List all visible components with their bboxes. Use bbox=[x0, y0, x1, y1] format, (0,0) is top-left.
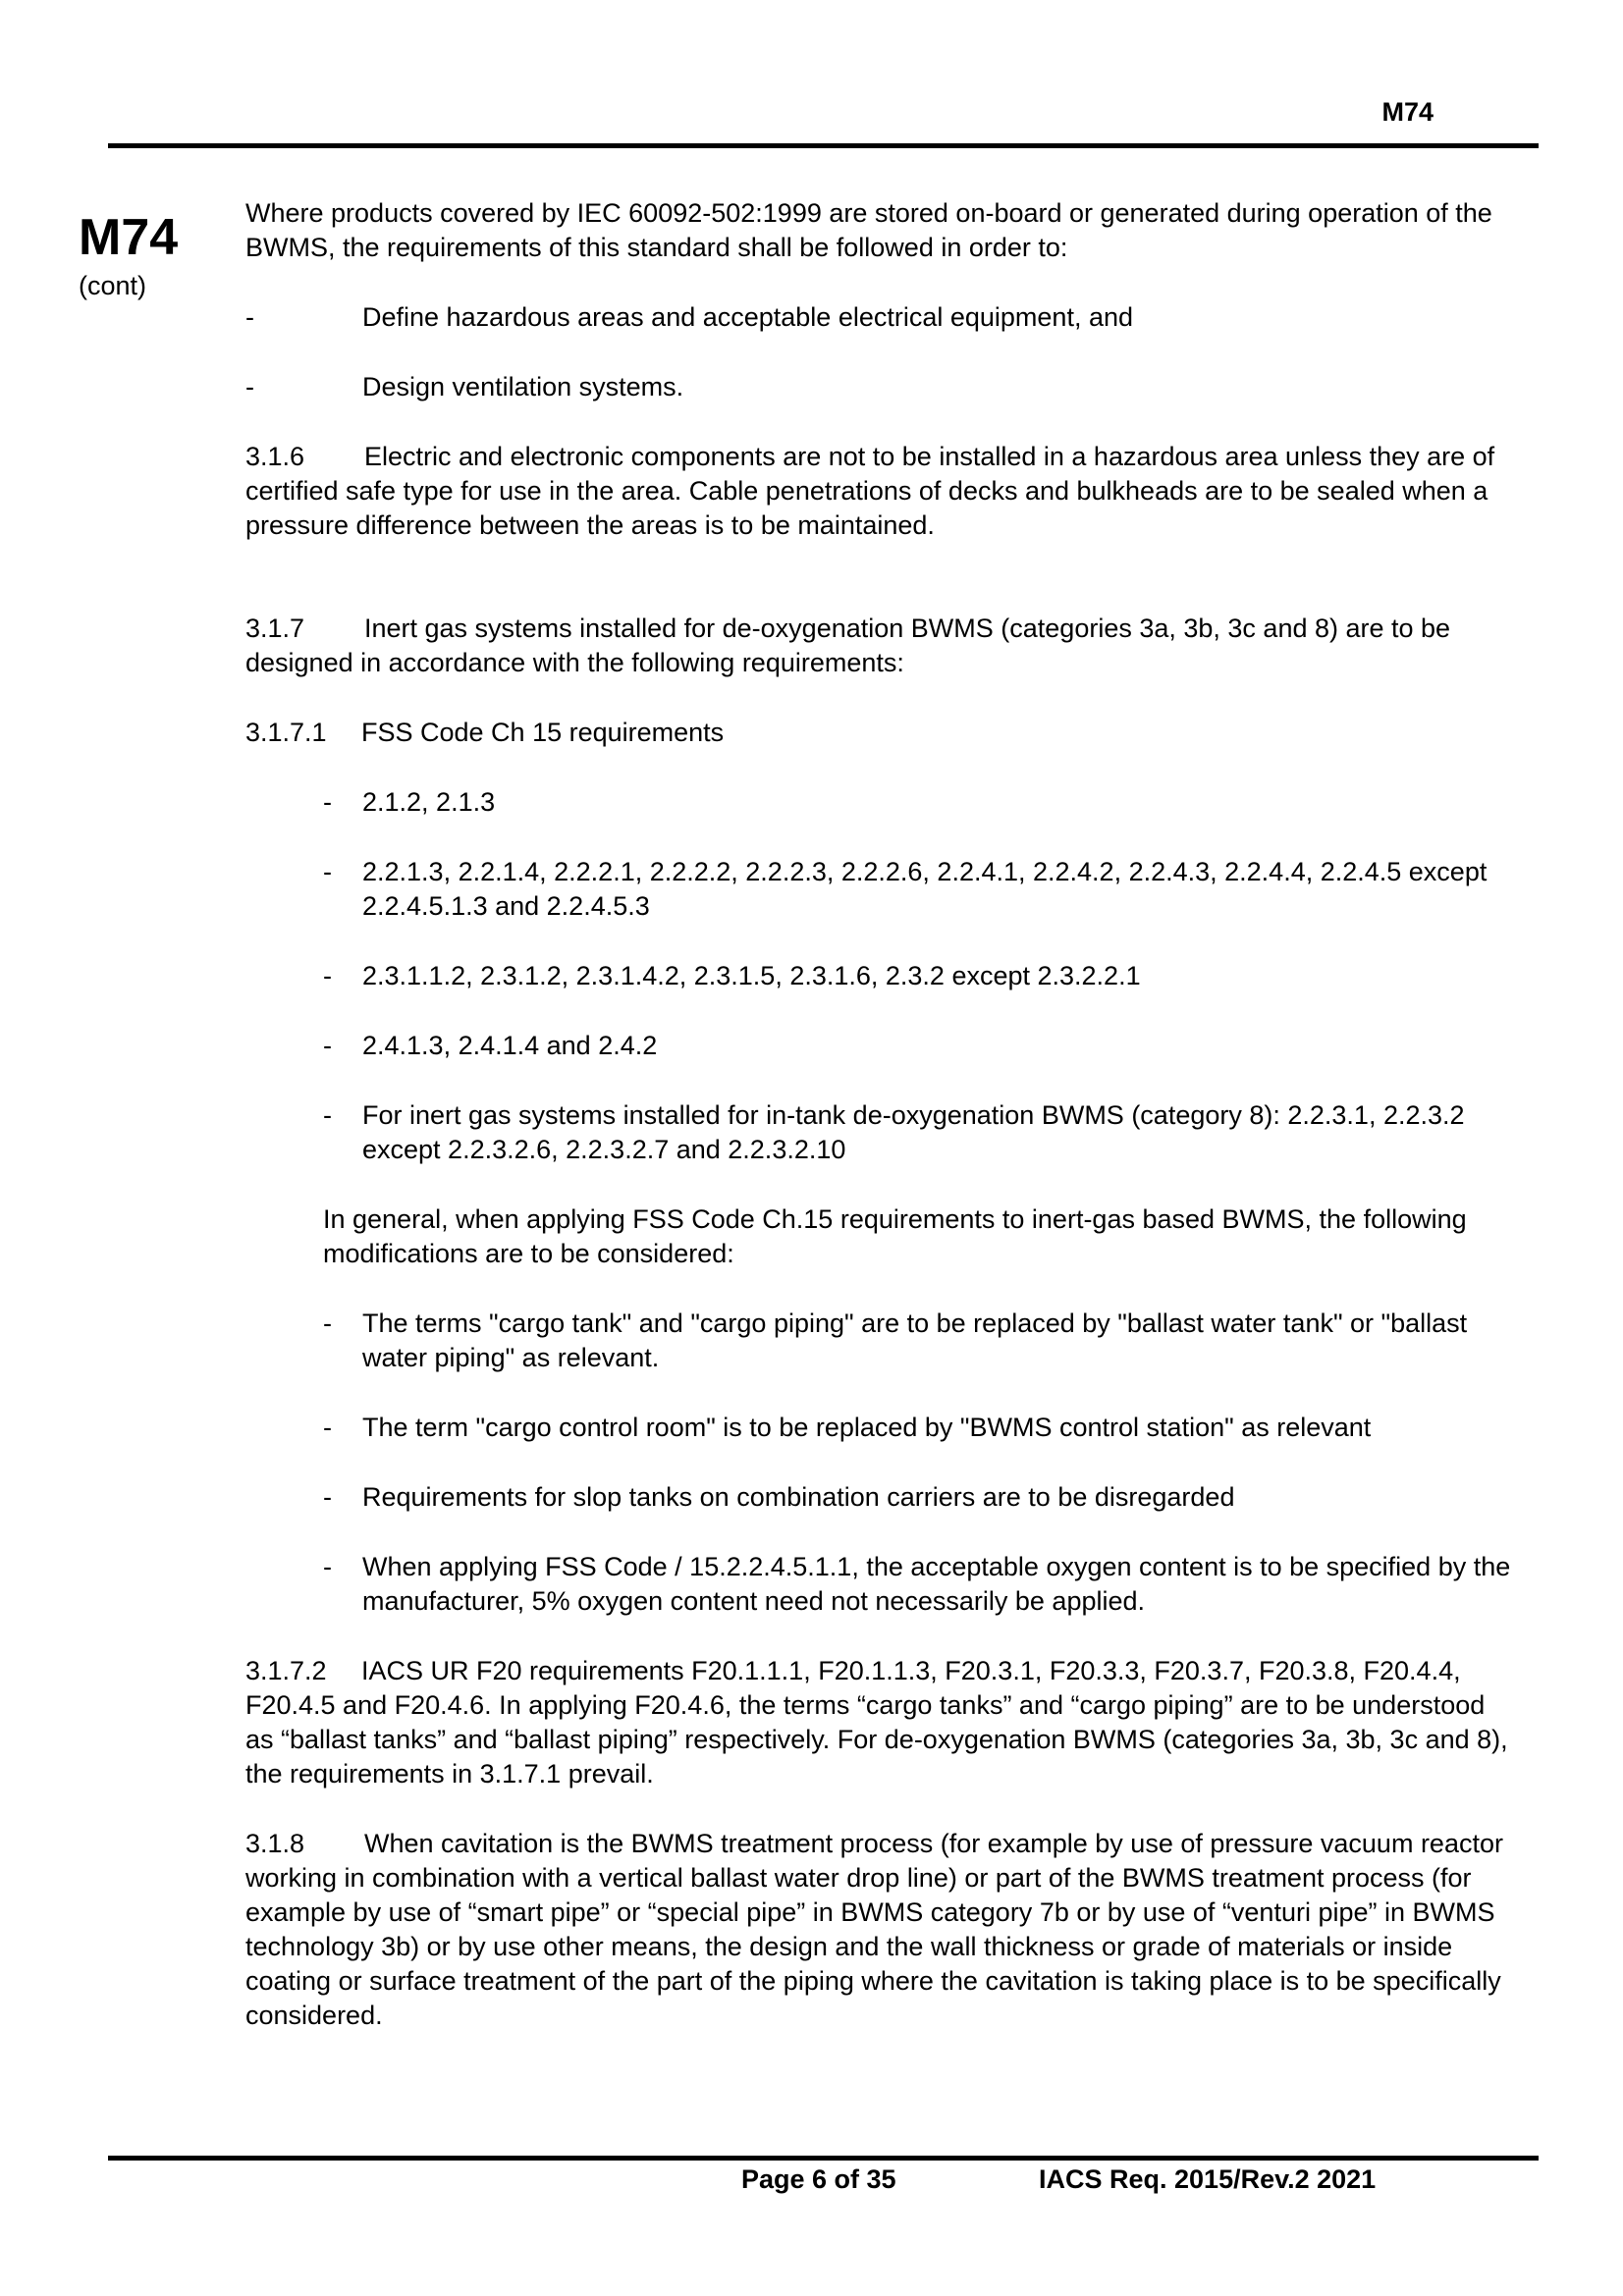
section-3-1-7-1: 3.1.7.1 FSS Code Ch 15 requirements bbox=[245, 716, 1512, 750]
list-item: - For inert gas systems installed for in-tank de-oxygenation BWMS (category 8): 2.2.3.1, 2.2.3.2 except 2.2.3.2.6, 2.2.3.2.7 and 2.2.3.2.10 bbox=[323, 1100, 1465, 1164]
footer-rule bbox=[108, 2156, 1539, 2161]
section-3-1-7: 3.1.7 Inert gas systems installed for de-oxygenation BWMS (categories 3a, 3b, 3c and 8) are to be designed in accordance with the following requirements: bbox=[245, 614, 1451, 677]
section-3-1-7-2: 3.1.7.2 IACS UR F20 requirements F20.1.1.1, F20.1.1.3, F20.3.1, F20.3.3, F20.3.7, F20.3.8, F20.4.4, F20.4.5 and F20.4.6. In applying F20.4.6, the terms “cargo tanks” and “cargo piping” are to be understood as “ballast tanks” and “ballast piping” respectively. For de-oxygenation BWMS (categories 3a, 3b, 3c and 8), the requirements in 3.1.7.1 prevail. bbox=[245, 1656, 1508, 1789]
intro-paragraph: Where products covered by IEC 60092-502:1999 are stored on-board or generated during operation of the BWMS, the requirements of this standard shall be followed in order to: bbox=[245, 198, 1492, 262]
section-3-1-6: 3.1.6 Electric and electronic components are not to be installed in a hazardous area unless they are of certified safe type for use in the area. Cable penetrations of decks and bulkheads are to be sealed when a pressure difference between the areas is to be maintained. bbox=[245, 442, 1495, 540]
section-3-1-8: 3.1.8 When cavitation is the BWMS treatment process (for example by use of pressure vacuum reactor working in combination with a vertical ballast water drop line) or part of the BWMS treatment process (for example by use of “smart pipe” or “special pipe” in BWMS category 7b or by use of “venturi pipe” in BWMS technology 3b) or by use other means, the design and the wall thickness or grade of materials or inside coating or surface treatment of the part of the piping where the cavitation is taking place is to be specifically considered. bbox=[245, 1829, 1503, 2030]
document-body bbox=[245, 196, 1512, 2033]
header-rule bbox=[108, 143, 1539, 148]
list-item: - The term "cargo control room" is to be replaced by "BWMS control station" as relevant bbox=[323, 1413, 1372, 1442]
section-number: 3.1.7.2 bbox=[245, 1656, 327, 1685]
list-item: - 2.4.1.3, 2.4.1.4 and 2.4.2 bbox=[323, 1031, 658, 1060]
intro-item: - Define hazardous areas and acceptable electrical equipment, and bbox=[245, 302, 1134, 332]
list-item: - Requirements for slop tanks on combination carriers are to be disregarded bbox=[323, 1482, 1235, 1512]
general-paragraph: In general, when applying FSS Code Ch.15 requirements to inert-gas based BWMS, the following modifications are to be considered: bbox=[323, 1204, 1467, 1268]
list-item: - The terms "cargo tank" and "cargo piping" are to be replaced by "ballast water tank" or "ballast water piping" as relevant. bbox=[323, 1308, 1468, 1372]
list-item: - 2.3.1.1.2, 2.3.1.2, 2.3.1.4.2, 2.3.1.5, 2.3.1.6, 2.3.2 except 2.3.2.2.1 bbox=[323, 961, 1141, 990]
document-reference: IACS Req. 2015/Rev.2 2021 bbox=[1039, 2164, 1377, 2194]
section-number: 3.1.6 bbox=[245, 442, 305, 471]
side-code: M74 bbox=[79, 209, 179, 266]
list-item: - When applying FSS Code / 15.2.2.4.5.1.1, the acceptable oxygen content is to be specified by the manufacturer, 5% oxygen content need not necessarily be applied. bbox=[323, 1552, 1511, 1616]
page-number: Page 6 of 35 bbox=[741, 2164, 896, 2194]
section-number: 3.1.8 bbox=[245, 1829, 305, 1858]
list-item: - 2.2.1.3, 2.2.1.4, 2.2.2.1, 2.2.2.2, 2.2.2.3, 2.2.2.6, 2.2.4.1, 2.2.4.2, 2.2.4.3, 2.2.4.4, 2.2.4.5 except 2.2.4.5.1.3 and 2.2.4.5.3 bbox=[323, 857, 1488, 921]
list-item: - 2.1.2, 2.1.3 bbox=[323, 787, 496, 817]
section-number: 3.1.7.1 bbox=[245, 718, 327, 747]
intro-item: - Design ventilation systems. bbox=[245, 372, 684, 401]
section-number: 3.1.7 bbox=[245, 614, 305, 643]
side-cont: (cont) bbox=[79, 271, 147, 300]
header-code: M74 bbox=[1381, 97, 1434, 127]
